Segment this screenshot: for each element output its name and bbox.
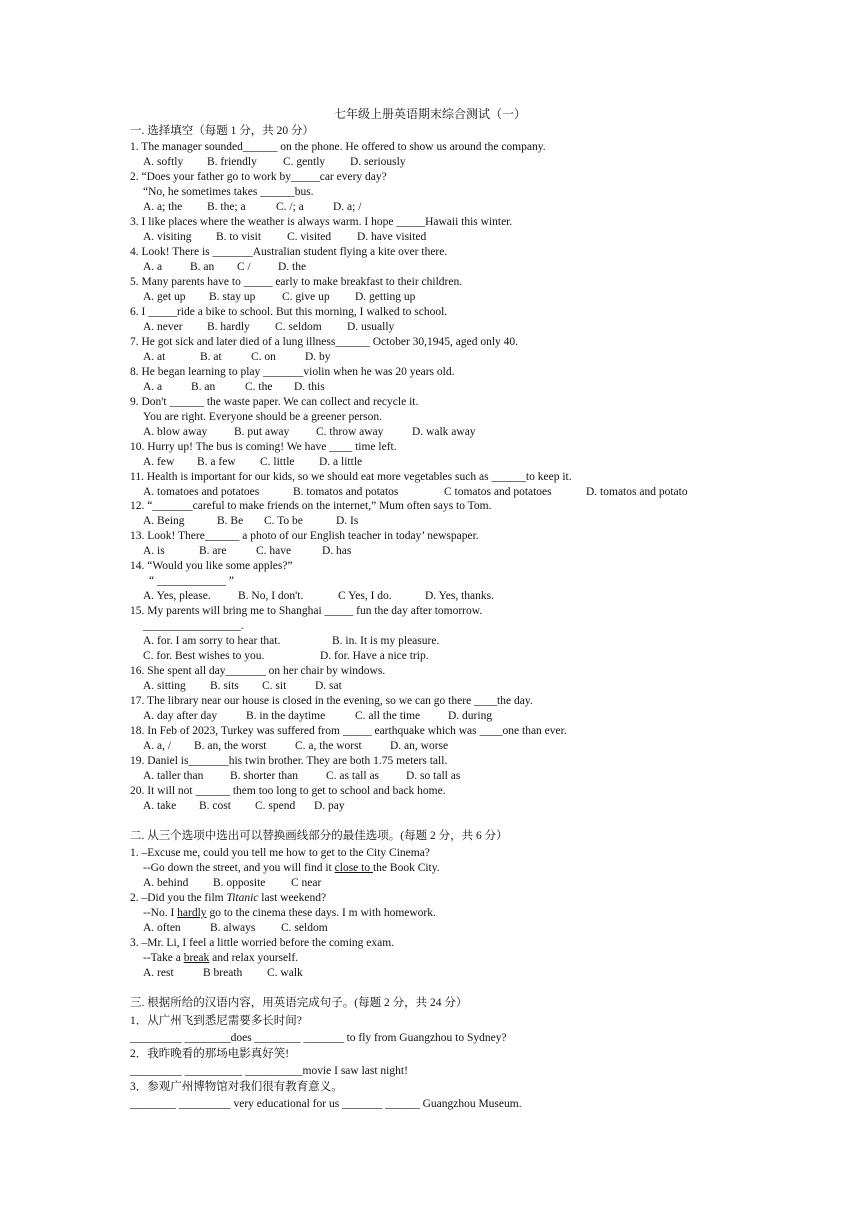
question-15-stem-line-2: _________________.	[143, 620, 244, 632]
section-1-heading: 一. 选择填空（每题 1 分，共 20 分）	[130, 125, 314, 137]
question-17-stem: 17. The library near our house is closed in the evening, so we can go there ____the day.	[130, 695, 533, 707]
question-16-option-a: A. sitting	[143, 680, 186, 692]
s3-item-1-chinese: 1．从广州飞到悉尼需要多长时间?	[130, 1015, 302, 1027]
question-14-stem: 14. “Would you like some apples?”	[130, 560, 293, 572]
s2-question-2-option-a: A. often	[143, 922, 181, 934]
question-15-option-c: C. for. Best wishes to you.	[143, 650, 265, 662]
s3-item-2-chinese: 2．我昨晚看的那场电影真好笑!	[130, 1048, 290, 1060]
s2-q2-text-pre: 2. –Did you the film	[130, 892, 227, 904]
question-3-option-d: D. have visited	[357, 231, 427, 243]
question-17-option-a: A. day after day	[143, 710, 218, 722]
question-6-option-c: C. seldom	[275, 321, 322, 333]
question-16-stem: 16. She spent all day_______ on her chair by windows.	[130, 665, 386, 677]
question-11-option-b: B. tomatos and potatos	[293, 486, 399, 498]
question-6-option-b: B. hardly	[207, 321, 250, 333]
s2-question-3-option-b: B breath	[203, 967, 243, 979]
question-2-stem: 2. “Does your father go to work by_____car every day?	[130, 171, 387, 183]
question-3-stem: 3. I like places where the weather is always warm. I hope _____Hawaii this winter.	[130, 216, 513, 228]
question-15-option-d: D. for. Have a nice trip.	[320, 650, 429, 662]
question-13-stem: 13. Look! There______ a photo of our English teacher in today’ newspaper.	[130, 530, 479, 542]
question-10-option-b: B. a few	[197, 456, 236, 468]
question-2-option-c: C. /; a	[276, 201, 304, 213]
s2-q1-underlined-phrase: close to	[334, 862, 373, 874]
page-title: 七年级上册英语期末综合测试（一）	[333, 107, 526, 121]
s2-question-3-option-c: C. walk	[267, 967, 303, 979]
question-2-option-d: D. a; /	[333, 201, 362, 213]
s2-question-3-line-2	[143, 951, 298, 965]
question-18-option-d: D. an, worse	[390, 740, 449, 752]
question-10-stem: 10. Hurry up! The bus is coming! We have ____ time left.	[130, 441, 397, 453]
question-9-option-a: A. blow away	[143, 426, 208, 438]
question-20-option-d: D. pay	[314, 800, 345, 812]
question-18-option-a: A. a, /	[143, 740, 172, 752]
question-4-option-d: D. the	[278, 261, 307, 273]
question-9-stem-line-2: You are right. Everyone should be a greener person.	[143, 411, 382, 423]
s2-q2-answer-pre: --No. I	[143, 907, 178, 919]
s2-q2-text-post: last weekend?	[258, 892, 327, 904]
section-2-heading: 二. 从三个选项中选出可以替换画线部分的最佳选项。(每题 2 分，共 6 分）	[130, 830, 508, 842]
question-13-option-a: A. is	[143, 545, 165, 557]
s2-question-1-option-a: A. behind	[143, 877, 189, 889]
question-20-option-c: C. spend	[255, 800, 296, 812]
question-11-option-d: D. tomatos and potato	[586, 486, 688, 498]
question-20-stem: 20. It will not ______ them too long to get to school and back home.	[130, 785, 446, 797]
question-3-option-b: B. to visit	[216, 231, 262, 243]
question-9-option-c: C. throw away	[316, 426, 384, 438]
question-7-option-b: B. at	[200, 351, 222, 363]
question-10-option-d: D. a little	[319, 456, 363, 468]
question-3-option-c: C. visited	[287, 231, 332, 243]
s2-question-1-option-c: C near	[291, 877, 322, 889]
question-20-option-a: A. take	[143, 800, 177, 812]
question-15-option-a: A. for. I am sorry to hear that.	[143, 635, 281, 647]
question-5-option-a: A. get up	[143, 291, 186, 303]
question-10-option-a: A. few	[143, 456, 175, 468]
question-1-option-a: A. softly	[143, 156, 184, 168]
question-16-option-d: D. sat	[315, 680, 342, 692]
question-3-option-a: A. visiting	[143, 231, 192, 243]
question-9-option-b: B. put away	[234, 426, 290, 438]
question-9-stem: 9. Don't ______ the waste paper. We can collect and recycle it.	[130, 396, 419, 408]
question-9-option-d: D. walk away	[412, 426, 476, 438]
s2-question-2-line-2	[143, 906, 436, 920]
question-7-option-a: A. at	[143, 351, 166, 363]
question-19-option-c: C. as tall as	[326, 770, 380, 782]
question-5-option-b: B. stay up	[209, 291, 256, 303]
question-8-stem: 8. He began learning to play _______violin when he was 20 years old.	[130, 366, 455, 378]
s2-question-1-line-1: 1. –Excuse me, could you tell me how to get to the City Cinema?	[130, 847, 430, 859]
question-2-option-a: A. a; the	[143, 201, 183, 213]
question-15-option-b: B. in. It is my pleasure.	[332, 635, 440, 647]
s3-item-3-english: ________ _________ very educational for us _______ ______ Guangzhou Museum.	[130, 1098, 522, 1110]
question-2-stem-line-2: “No, he sometimes takes ______bus.	[143, 186, 314, 198]
question-15-stem: 15. My parents will bring me to Shanghai _____ fun the day after tomorrow.	[130, 605, 483, 617]
s2-q1-text-pre: --Go down the street, and you will find it	[143, 862, 335, 874]
question-14-option-a: A. Yes, please.	[143, 590, 211, 602]
question-12-option-a: A. Being	[143, 515, 185, 527]
question-19-option-b: B. shorter than	[230, 770, 299, 782]
question-4-option-b: B. an	[190, 261, 215, 273]
question-4-stem: 4. Look! There is _______Australian student flying a kite over there.	[130, 246, 448, 258]
question-13-option-d: D. has	[322, 545, 352, 557]
question-17-option-b: B. in the daytime	[246, 710, 326, 722]
question-14-option-d: D. Yes, thanks.	[425, 590, 495, 602]
question-14-stem-line-2: “ ____________ ”	[149, 575, 234, 587]
question-17-option-c: C. all the time	[355, 710, 421, 722]
question-1-option-c: C. gently	[283, 156, 326, 168]
question-8-option-a: A. a	[143, 381, 163, 393]
s3-item-2-english: _________ __________ __________movie I saw last night!	[130, 1065, 408, 1077]
question-10-option-c: C. little	[260, 456, 295, 468]
question-5-option-c: C. give up	[282, 291, 330, 303]
question-6-stem: 6. I _____ride a bike to school. But this morning, I walked to school.	[130, 306, 448, 318]
s2-question-3-line-1: 3. –Mr. Li, I feel a little worried before the coming exam.	[130, 937, 395, 949]
s2-question-2-option-b: B. always	[210, 922, 256, 934]
question-16-option-c: C. sit	[262, 680, 287, 692]
s2-q3-text-pre: --Take a	[143, 952, 184, 964]
s2-q3-underlined-word: break	[183, 952, 210, 964]
question-18-option-b: B. an, the worst	[194, 740, 267, 752]
question-13-option-b: B. are	[199, 545, 227, 557]
question-2-option-b: B. the; a	[207, 201, 246, 213]
question-5-stem: 5. Many parents have to _____ early to make breakfast to their children.	[130, 276, 463, 288]
question-14-option-c: C Yes, I do.	[338, 590, 392, 602]
s2-q2-film-title: Titanic	[226, 892, 259, 904]
question-11-stem: 11. Health is important for our kids, so we should eat more vegetables such as ______to keep it.	[130, 471, 572, 483]
question-12-option-b: B. Be	[217, 515, 244, 527]
s2-question-2-option-c: C. seldom	[281, 922, 328, 934]
s2-question-3-option-a: A. rest	[143, 967, 174, 979]
question-20-option-b: B. cost	[199, 800, 231, 812]
s2-question-2-line-1	[130, 891, 326, 905]
question-8-option-d: D. this	[294, 381, 325, 393]
question-12-stem: 12. “_______careful to make friends on the internet,” Mum often says to Tom.	[130, 500, 492, 512]
s3-item-3-chinese: 3．参观广州博物馆对我们很有教育意义。	[130, 1081, 343, 1093]
question-1-option-d: D. seriously	[350, 156, 406, 168]
question-12-option-c: C. To be	[264, 515, 303, 527]
question-18-stem: 18. In Feb of 2023, Turkey was suffered from _____ earthquake which was ____one than ever.	[130, 725, 567, 737]
question-19-option-a: A. taller than	[143, 770, 204, 782]
question-5-option-d: D. getting up	[355, 291, 416, 303]
s2-q1-text-post: the Book City.	[372, 862, 440, 874]
question-17-option-d: D. during	[448, 710, 493, 722]
question-4-option-c: C /	[237, 261, 251, 273]
question-7-option-d: D. by	[305, 351, 331, 363]
question-6-option-d: D. usually	[347, 321, 395, 333]
s2-q2-answer-post: go to the cinema these days. I m with homework.	[206, 907, 436, 919]
question-14-option-b: B. No, I don't.	[238, 590, 304, 602]
question-11-option-c: C tomatos and potatoes	[444, 486, 552, 498]
question-1-option-b: B. friendly	[207, 156, 257, 168]
question-11-option-a: A. tomatoes and potatoes	[143, 486, 260, 498]
question-1-stem: 1. The manager sounded______ on the phone. He offered to show us around the company.	[130, 141, 546, 153]
s2-q2-underlined-word: hardly	[177, 907, 207, 919]
question-4-option-a: A. a	[143, 261, 163, 273]
question-8-option-c: C. the	[245, 381, 273, 393]
question-8-option-b: B. an	[191, 381, 216, 393]
s3-item-1-english: _________ ________does ________ _______ to fly from Guangzhou to Sydney?	[130, 1032, 507, 1044]
s2-question-1-line-2	[143, 861, 440, 875]
question-16-option-b: B. sits	[210, 680, 239, 692]
s2-q3-text-post: and relax yourself.	[209, 952, 299, 964]
question-7-stem: 7. He got sick and later died of a lung illness______ October 30,1945, aged only 40.	[130, 336, 519, 348]
s2-question-1-option-b: B. opposite	[213, 877, 266, 889]
question-18-option-c: C. a, the worst	[295, 740, 362, 752]
section-3-heading: 三. 根据所给的汉语内容，用英语完成句子。(每题 2 分，共 24 分）	[130, 997, 468, 1009]
question-6-option-a: A. never	[143, 321, 183, 333]
question-19-option-d: D. so tall as	[406, 770, 461, 782]
question-12-option-d: D. Is	[336, 515, 359, 527]
question-13-option-c: C. have	[256, 545, 292, 557]
question-19-stem: 19. Daniel is_______his twin brother. They are both 1.75 meters tall.	[130, 755, 448, 767]
question-7-option-c: C. on	[251, 351, 276, 363]
